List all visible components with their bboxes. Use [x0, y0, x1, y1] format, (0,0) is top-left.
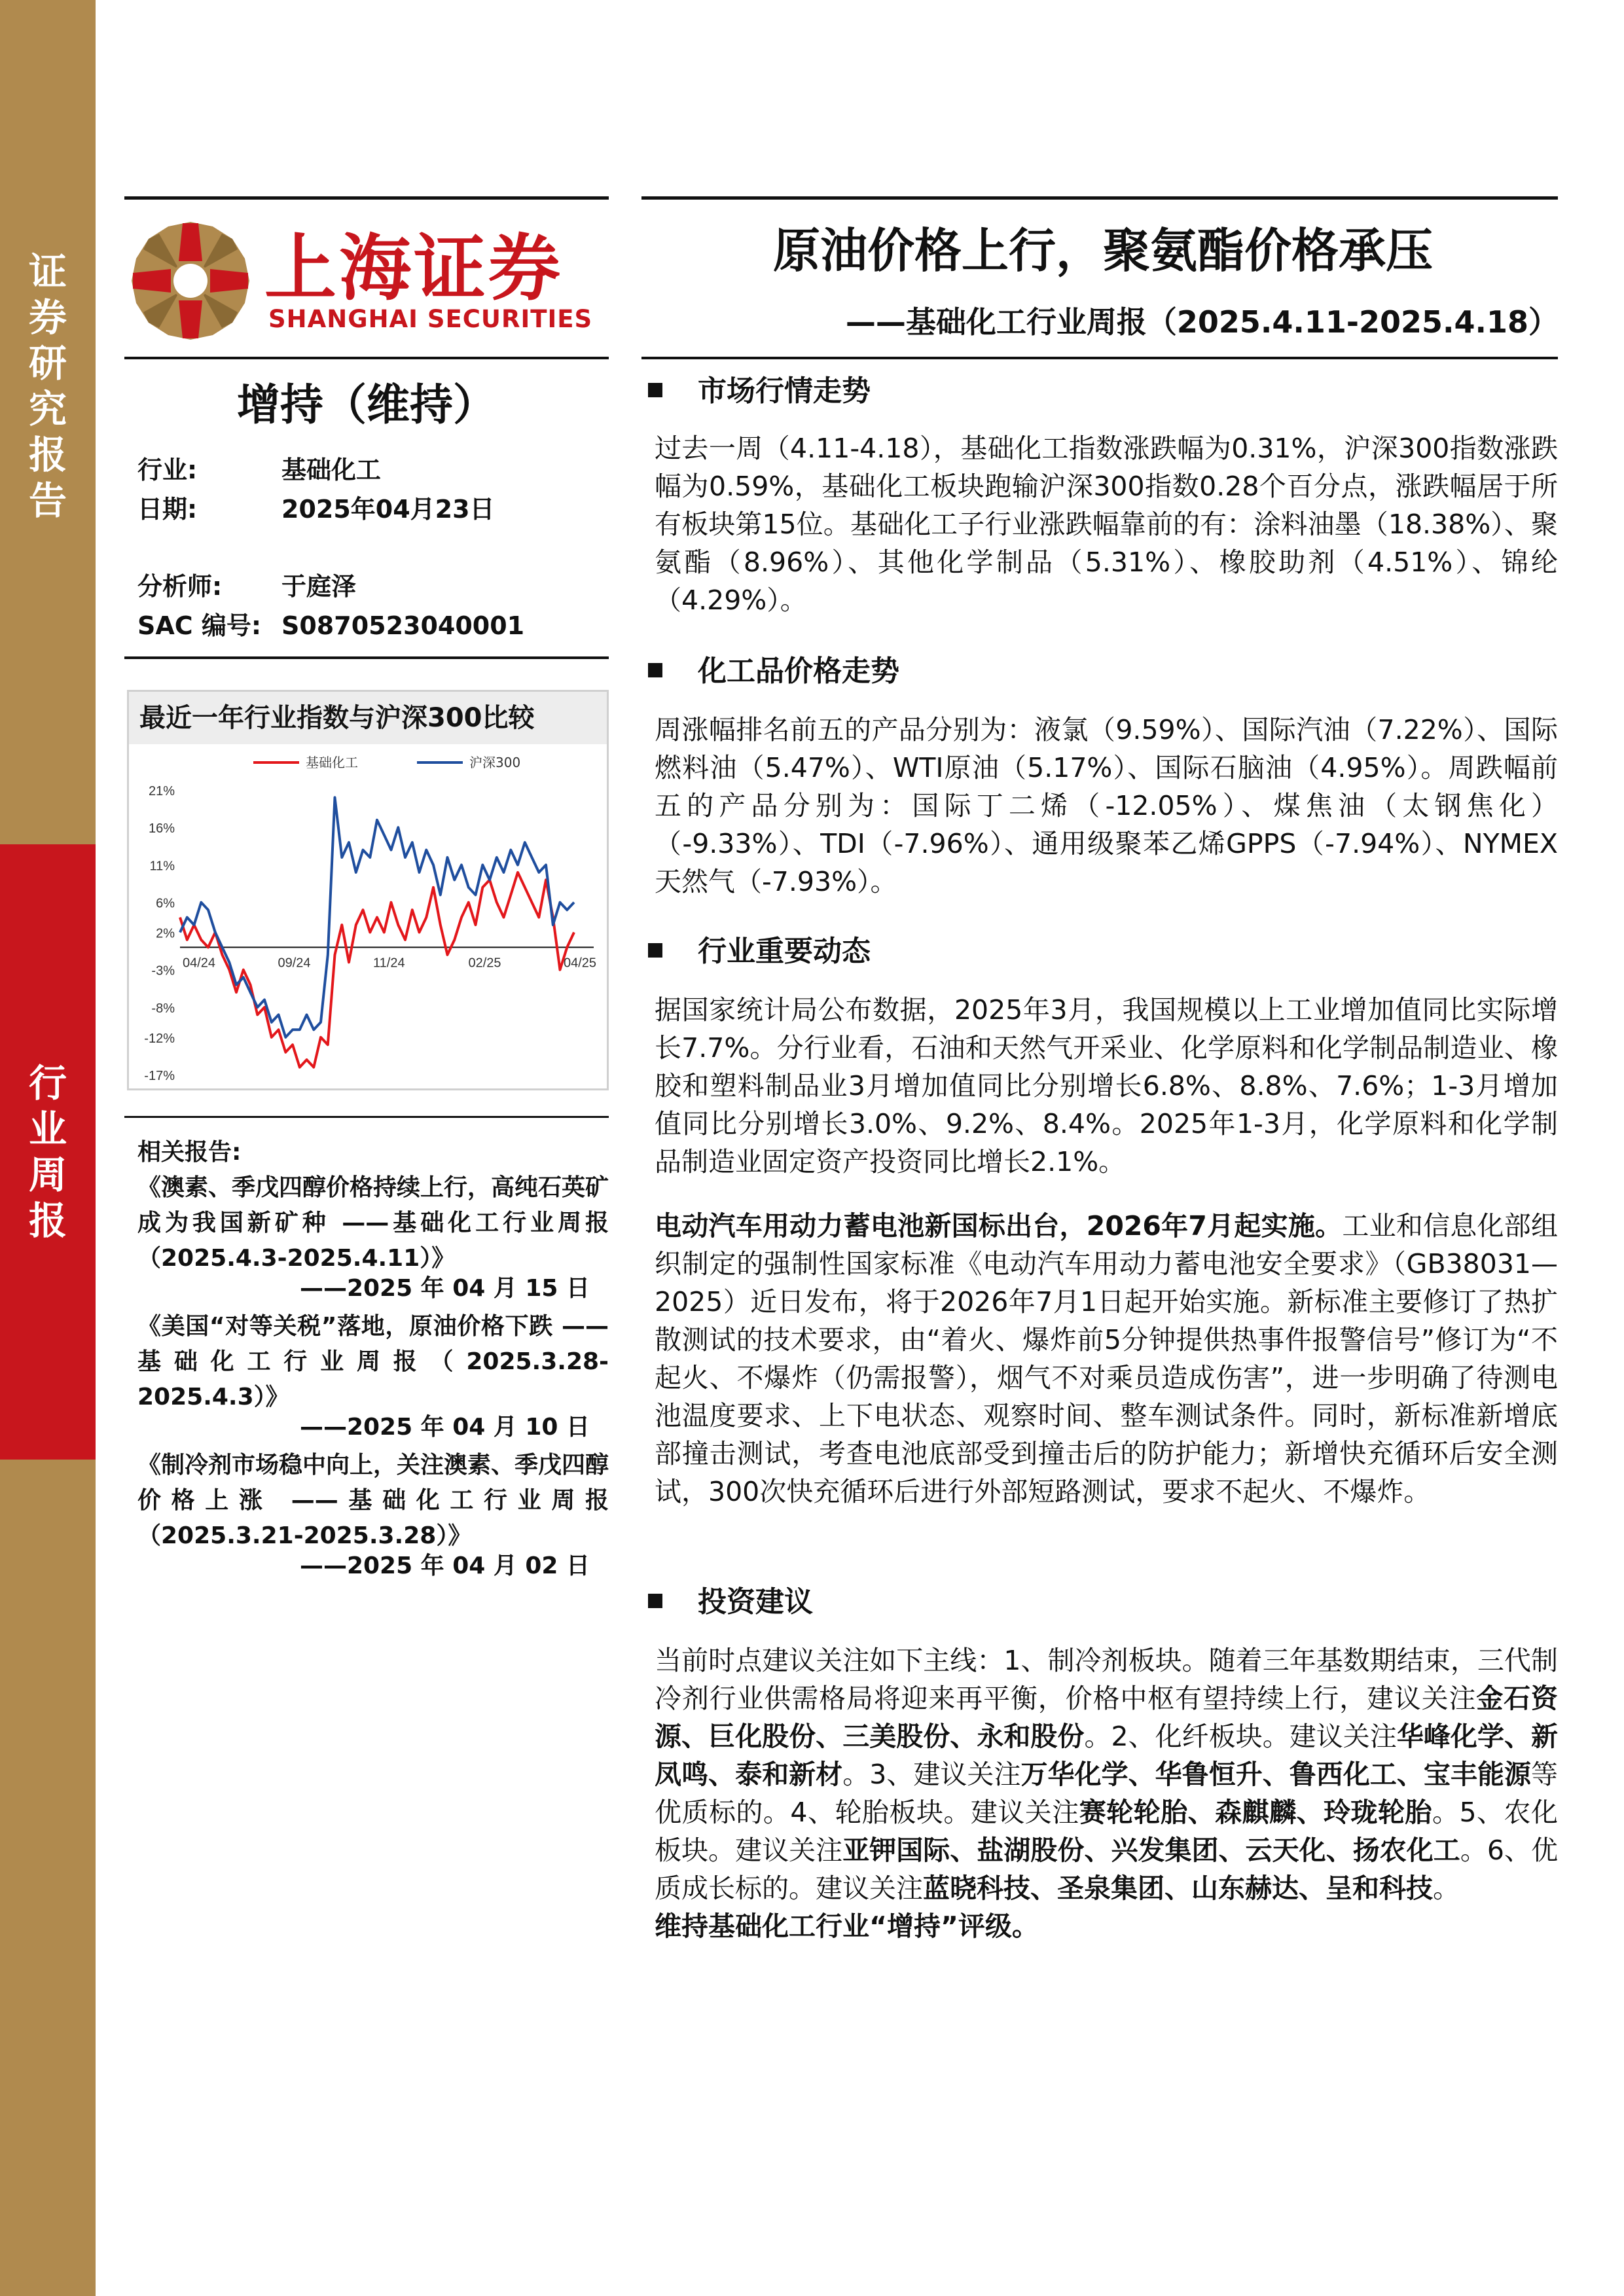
square-bullet-icon: [648, 383, 662, 397]
advice-text: 。5、农化板块。建议关注: [655, 1797, 1559, 1866]
meta-value: 基础化工: [281, 456, 382, 484]
section-advice-heading: [648, 1583, 813, 1622]
legend-label: 基础化工: [306, 755, 358, 770]
top-rule-right: [641, 196, 1558, 200]
section-title: 行业重要动态: [698, 935, 871, 968]
advice-text: 。3、建议关注: [842, 1759, 1021, 1790]
rule-left-bottom: [124, 1116, 609, 1118]
side-char: 告: [28, 478, 67, 523]
news-body: 工业和信息化部组织制定的强制性国家标准《电动汽车用动力蓄电池安全要求》（GB38031—2025）近日发布，将于2026年7月1日起开始实施。新标准主要修订了热扩散测试的技术要求，由“着火、爆炸前5分钟提供热事件报警信号”修订为“不起火、不爆炸（仍需报警），烟气不对乘员造成伤害”，进一步明确了待测电池温度要求、上下电状态、观察时间、整车测试条件。同时，新标准新增底部撞击测试，考查电池底部受到撞击后的防护能力；新增快充循环后安全测试，300次快充循环后进行外部短路测试，要求不起火、不爆炸。: [655, 1210, 1559, 1507]
y-tick-label: -17%: [144, 1069, 175, 1083]
section-title: 投资建议: [698, 1585, 813, 1619]
y-tick-label: 6%: [156, 896, 175, 911]
y-tick-label: 16%: [148, 821, 175, 836]
meta-value: 2025年04月23日: [281, 495, 495, 524]
rule-left-lower: [124, 656, 609, 659]
section-news-text-2: [655, 1207, 1558, 1511]
side-char: 周: [28, 1153, 67, 1197]
advice-stocks-4: 赛轮轮胎、森麒麟、玲珑轮胎: [1079, 1797, 1432, 1828]
mid-rule-left: [124, 357, 609, 359]
advice-stocks-5: 亚钾国际、盐湖股份、兴发集团、云天化、扬农化工: [842, 1835, 1460, 1866]
y-tick-label: 2%: [156, 926, 175, 941]
advice-stocks-6: 蓝晓科技、圣泉集团、山东赫达、呈和科技: [923, 1873, 1433, 1904]
meta-value: S0870523040001: [281, 611, 525, 640]
rating: 增持（维持）: [237, 380, 496, 430]
meta-value: 于庭泽: [281, 572, 357, 601]
advice-stocks-2: 华峰化学、新凤鸣、泰和新材: [655, 1721, 1558, 1790]
section-title: 化工品价格走势: [698, 655, 899, 688]
y-tick-label: -3%: [151, 963, 175, 978]
meta-key: 行业:: [137, 456, 198, 484]
legend-label: 沪深300: [469, 755, 521, 770]
related-report-2-date: ——2025 年 04 月 10 日: [299, 1414, 590, 1441]
advice-text: 当前时点建议关注如下主线：1、制冷剂板块。随着三年基数期结束，三代制冷剂行业供需格局将迎来再平衡，价格中枢有望持续上行，建议关注: [655, 1645, 1558, 1714]
x-tick-label: 02/25: [468, 956, 501, 971]
chart-plot: [129, 744, 607, 1088]
section-news-heading: [648, 932, 871, 971]
advice-closing: 维持基础化工行业“增持”评级。: [655, 1910, 1039, 1942]
side-label-research-report: [0, 249, 96, 524]
x-tick-label: 04/25: [564, 956, 597, 971]
related-report-2[interactable]: 《美国“对等关税”落地，原油价格下跌 ——基础化工行业周报（2025.3.28-2025.4.3）》: [137, 1313, 609, 1410]
side-label-weekly-report: [0, 1060, 96, 1244]
index-comparison-chart: [127, 690, 609, 1090]
related-report-3[interactable]: 《制冷剂市场稳中向上，关注澳素、季戊四醇价格上涨 ——基础化工行业周报（2025.3.21-2025.3.28）》: [137, 1452, 609, 1549]
side-char: 行: [28, 1061, 67, 1105]
meta-key: SAC 编号:: [137, 611, 262, 640]
advice-text: 等优质标的。4、轮胎板块。建议关注: [655, 1759, 1559, 1828]
square-bullet-icon: [648, 1594, 662, 1608]
y-tick-label: -8%: [151, 1001, 175, 1016]
side-char: 业: [28, 1107, 67, 1151]
side-char: 研: [28, 341, 67, 386]
mid-rule-right: [641, 357, 1558, 359]
chart-title: 最近一年行业指数与沪深300比较: [129, 692, 607, 744]
y-tick-label: -12%: [144, 1031, 175, 1046]
top-rule-left: [124, 196, 609, 200]
shanghai-securities-logo-icon: [128, 219, 253, 343]
report-title: 原油价格上行，聚氨酯价格承压: [772, 223, 1433, 278]
related-report-3-date: ——2025 年 04 月 02 日: [299, 1552, 590, 1579]
section-title: 市场行情走势: [698, 374, 871, 408]
section-market-text: 过去一周（4.11-4.18），基础化工指数涨跌幅为0.31%，沪深300指数涨跌幅为0.59%，基础化工板块跑输沪深300指数0.28个百分点，涨跌幅居于所有板块第15位。基础化工子行业涨跌幅靠前的有：涂料油墨（18.38%）、聚氨酯（8.96%）、其他化学制品（5.31%）、橡胶助剂（4.51%）、锦纶（4.29%）。: [655, 433, 1558, 616]
meta-sac: [137, 609, 524, 643]
advice-text: 。: [1433, 1873, 1460, 1904]
meta-industry: [137, 453, 381, 487]
advice-text: 。2、化纤板块。建议关注: [1084, 1721, 1397, 1752]
report-subtitle: ——基础化工行业周报（2025.4.11-2025.4.18）: [845, 304, 1559, 340]
y-tick-label: 21%: [148, 784, 175, 798]
meta-date: [137, 492, 495, 526]
side-char: 券: [28, 295, 67, 340]
brand-name-cn: 上海证券: [264, 226, 563, 310]
advice-stocks-3: 万华化学、华鲁恒升、鲁西化工、宝丰能源: [1020, 1759, 1532, 1790]
section-prices-heading: [648, 652, 899, 691]
advice-text: 。6、优质成长标的。建议关注: [655, 1835, 1559, 1904]
related-reports-heading: 相关报告:: [137, 1139, 242, 1166]
x-tick-label: 11/24: [373, 956, 405, 971]
x-tick-label: 04/24: [183, 956, 216, 971]
side-char: 报: [28, 1198, 67, 1243]
square-bullet-icon: [648, 663, 662, 677]
side-char: 证: [28, 249, 67, 294]
section-advice-text: [655, 1641, 1558, 1945]
related-report-1-date: ——2025 年 04 月 15 日: [299, 1275, 590, 1302]
section-market-heading: [648, 372, 871, 411]
section-news-text-1: 据国家统计局公布数据，2025年3月，我国规模以上工业增加值同比实际增长7.7%。分行业看，石油和天然气开采业、化学原料和化学制品制造业、橡胶和塑料制品业3月增加值同比分别增长6.8%、8.8%、7.6%；1-3月增加值同比分别增长3.0%、9.2%、8.4%。2025年1-3月，化学原料和化学制品制造业固定资产投资同比增长2.1%。: [655, 994, 1558, 1177]
advice-stocks-1: 金石资源、巨化股份、三美股份、永和股份: [655, 1683, 1558, 1752]
y-tick-label: 11%: [149, 859, 175, 874]
x-tick-label: 09/24: [278, 956, 311, 971]
side-char: 究: [28, 387, 67, 431]
related-report-1[interactable]: 《澳素、季戊四醇价格持续上行，高纯石英矿成为我国新矿种 ——基础化工行业周报（2025.4.3-2025.4.11）》: [137, 1174, 609, 1272]
side-char: 报: [28, 433, 67, 477]
section-prices-text: 周涨幅排名前五的产品分别为：液氯（9.59%）、国际汽油（7.22%）、国际燃料油（5.47%）、WTI原油（5.17%）、国际石脑油（4.95%）。周跌幅前五的产品分别为：国际丁二烯（-12.05%）、煤焦油（太钢焦化）（-9.33%）、TDI（-7.96%）、通用级聚苯乙烯GPPS（-7.94%）、NYMEX天然气（-7.93%）。: [655, 714, 1558, 897]
brand-name-en: SHANGHAI SECURITIES: [268, 305, 593, 333]
news-highlight: 电动汽车用动力蓄电池新国标出台，2026年7月起实施。: [655, 1210, 1343, 1242]
square-bullet-icon: [648, 943, 662, 958]
meta-key: 分析师:: [137, 572, 223, 601]
meta-key: 日期:: [137, 495, 198, 524]
meta-analyst: [137, 569, 356, 603]
